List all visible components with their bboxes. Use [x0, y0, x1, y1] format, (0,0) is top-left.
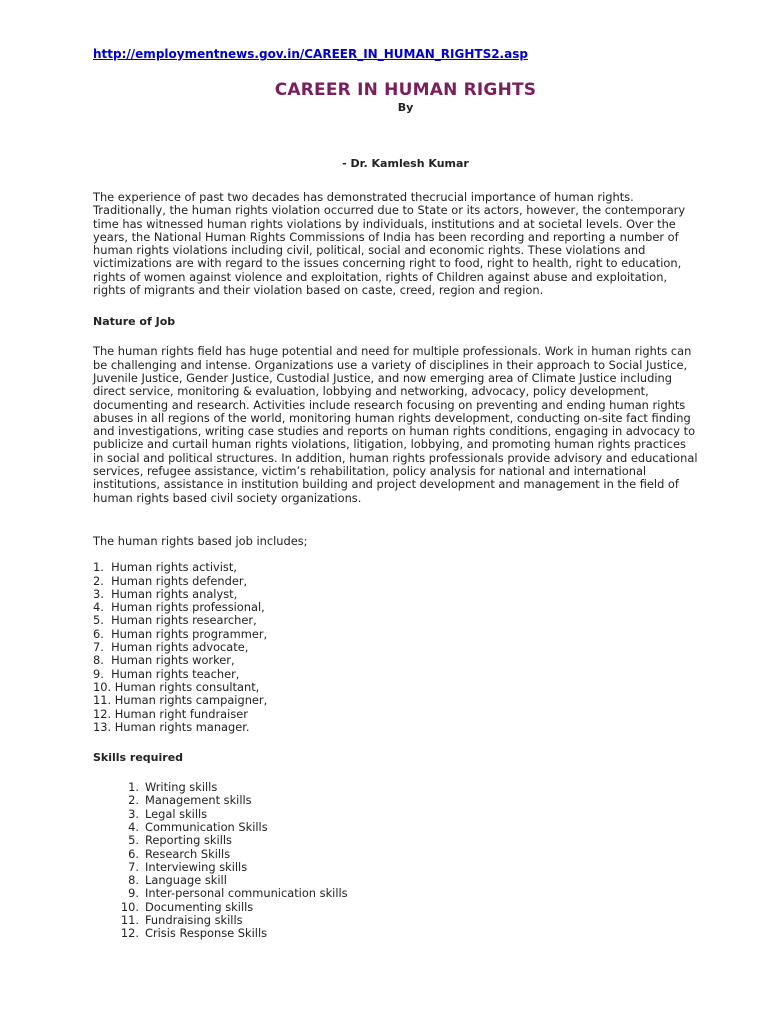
list-item: 2. Human rights defender,: [93, 573, 248, 588]
list-item: 3. Human rights analyst,: [93, 586, 238, 601]
list-item: [93, 821, 718, 834]
list-item: [93, 848, 718, 861]
document-page: [93, 43, 718, 957]
list-item: 11. Human rights campaigner,: [93, 693, 268, 708]
paragraph-line: The experience of past two decades has demonstrated thecrucial importance of human rights.: [93, 190, 634, 204]
paragraph-line: Traditionally, the human rights violation occurred due to State or its actors, however, the contemporary: [93, 203, 686, 218]
list-item: 13. Human rights manager.: [93, 719, 250, 734]
paragraph-line: and investigations, writing case studies and reports on human rights conditions, engaging in advocacy to: [93, 424, 696, 439]
list-number: 4.: [128, 819, 139, 834]
byline-by: By: [397, 101, 414, 114]
paragraph-line: rights of migrants and their violation based on caste, creed, region and region.: [93, 283, 544, 298]
list-number: 6.: [128, 846, 139, 861]
list-number: 11.: [120, 913, 139, 928]
list-number: 3.: [128, 806, 139, 821]
list-item: 12. Human right fundraiser: [93, 706, 248, 721]
list-text: Communication Skills: [145, 819, 268, 834]
paragraph-line: The human rights field has huge potential and need for multiple professionals. Work in human rights can: [93, 344, 692, 359]
list-item: [93, 781, 718, 794]
list-text: Language skill: [145, 873, 227, 888]
list-item: [93, 887, 718, 900]
list-text: Research Skills: [145, 846, 231, 861]
paragraph-line: abuses in all regions of the world, monitoring human rights development, conducting on-site fact finding: [93, 410, 691, 425]
list-text: Inter-personal communication skills: [145, 886, 348, 901]
list-item: 4. Human rights professional,: [93, 600, 265, 615]
author-name: - Dr. Kamlesh Kumar: [342, 157, 469, 170]
document-title: CAREER IN HUMAN RIGHTS: [274, 80, 537, 100]
paragraph-line: human rights violations including civil, political, social and economic rights. These violations and: [93, 243, 646, 258]
list-number: 8.: [128, 873, 139, 888]
list-text: Legal skills: [145, 806, 208, 821]
list-item: [93, 927, 718, 940]
list-text: Documenting skills: [145, 899, 254, 914]
jobs-intro-text: The human rights based job includes;: [93, 533, 308, 548]
job-list: [93, 561, 718, 734]
list-item: [93, 794, 718, 807]
paragraph-line: services, refugee assistance, victim’s rehabilitation, policy analysis for national and international: [93, 464, 647, 479]
list-item: [93, 834, 718, 847]
paragraph-line: Juvenile Justice, Gender Justice, Custodial Justice, and now emerging area of Climate Justice including: [93, 370, 672, 385]
list-number: 10.: [120, 899, 139, 914]
list-item: 10. Human rights consultant,: [93, 679, 260, 694]
paragraph-line: in social and political structures. In addition, human rights professionals provide advisory and educational: [93, 450, 698, 465]
list-text: Writing skills: [145, 780, 218, 795]
paragraph-line: be challenging and intense. Organizations use a variety of disciplines in their approach to Social Justice,: [93, 357, 688, 372]
list-text: Interviewing skills: [145, 859, 248, 874]
paragraph-line: time has witnessed human rights violations by individuals, institutions and at societal levels. Over the: [93, 216, 676, 231]
list-text: Fundraising skills: [145, 913, 243, 928]
paragraph-line: victimizations are with regard to the issues concerning right to food, right to health, right to education,: [93, 256, 682, 271]
list-item: [93, 861, 718, 874]
list-number: 7.: [128, 859, 139, 874]
list-item: 8. Human rights worker,: [93, 653, 235, 668]
paragraph-line: documenting and research. Activities include research focusing on preventing and ending human rights: [93, 397, 686, 412]
list-text: Crisis Response Skills: [145, 926, 268, 941]
list-item: [93, 874, 718, 887]
paragraph-line: institutions, assistance in institution building and project development and management in the field of: [93, 477, 679, 492]
list-item: [93, 914, 718, 927]
nature-paragraph: [93, 345, 718, 505]
skills-required-heading: Skills required: [93, 751, 184, 765]
list-number: 5.: [128, 833, 139, 848]
paragraph-line: publicize and curtail human rights violations, litigation, lobbying, and promoting human rights practices: [93, 437, 686, 452]
list-number: 1.: [128, 780, 139, 795]
list-text: Management skills: [145, 793, 252, 808]
paragraph-line: direct service, monitoring & evaluation, lobbying and networking, advocacy, policy development,: [93, 384, 649, 399]
list-item: 5. Human rights researcher,: [93, 613, 257, 628]
list-number: 9.: [128, 886, 139, 901]
paragraph-line: human rights based civil society organizations.: [93, 490, 362, 505]
list-item: 1. Human rights activist,: [93, 560, 237, 575]
list-item: 6. Human rights programmer,: [93, 626, 268, 641]
intro-paragraph: [93, 191, 718, 297]
list-item: [93, 808, 718, 821]
paragraph-line: rights of women against violence and exploitation, rights of Children against abuse and exploitation,: [93, 269, 668, 284]
list-item: [93, 901, 718, 914]
paragraph-line: years, the National Human Rights Commissions of India has been recording and reporting a number of: [93, 229, 679, 244]
list-item: 7. Human rights advocate,: [93, 640, 249, 655]
list-item: 9. Human rights teacher,: [93, 666, 240, 681]
nature-of-job-heading: Nature of Job: [93, 315, 176, 329]
list-text: Reporting skills: [145, 833, 232, 848]
list-number: 2.: [128, 793, 139, 808]
source-url-link[interactable]: http://employmentnews.gov.in/CAREER_IN_HUMAN_RIGHTS2.asp: [93, 47, 528, 61]
skills-list: [93, 781, 718, 941]
list-number: 12.: [120, 926, 139, 941]
